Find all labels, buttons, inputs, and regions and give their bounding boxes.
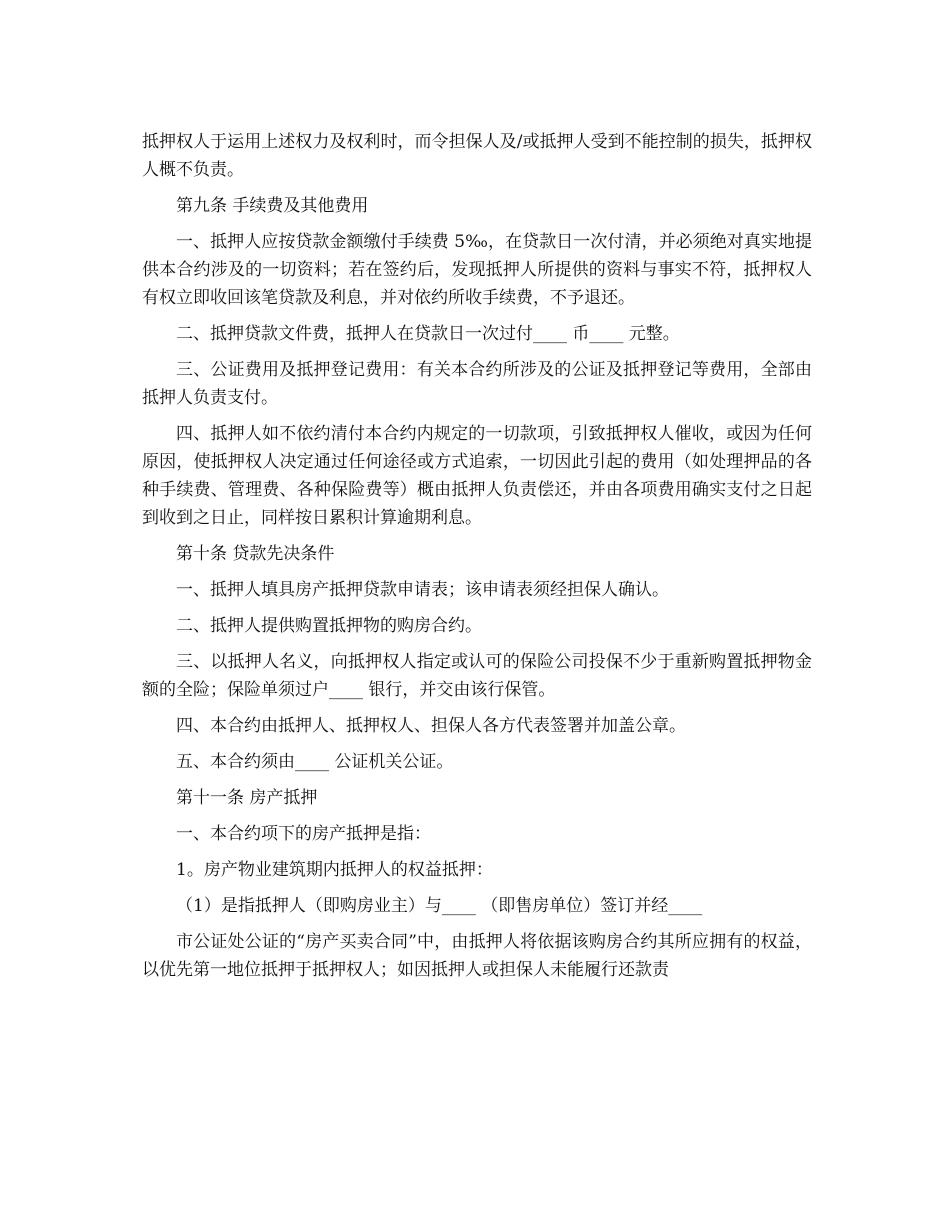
article-9-clause-4: 四、抵押人如不依约清付本合约内规定的一切款项，引致抵押权人催收，或因为任何原因，使抵押权人决定通过任何途径或方式追索，一切因此引起的费用（如处理押品的各种手续费、管理费、各种保险费等）概由抵押人负责偿还，并由各项费用确实支付之日起到收到之日止，同样按日累积计算逾期利息。: [142, 424, 812, 528]
article-9-clause-2: 二、抵押贷款文件费，抵押人在贷款日一次过付____ 币____ 元整。: [176, 324, 680, 344]
article-10-clause-5: 五、本合约须由____ 公证机关公证。: [176, 752, 454, 772]
article-10-clause-2: 二、抵押人提供购置抵押物的购房合约。: [176, 616, 482, 636]
article-11-clause-1: 一、本合约项下的房产抵押是指：: [176, 824, 431, 844]
article-9-clause-1: 一、抵押人应按贷款金额缴付手续费 5‰，在贷款日一次付清，并必须绝对真实地提供本合约涉及的一切资料；若在签约后，发现抵押人所提供的资料与事实不符，抵押权人有权立即收回该笔贷款及利息，并对依约所收手续费，不予退还。: [142, 232, 812, 308]
article-11-heading: 第十一条 房产抵押: [176, 788, 318, 808]
article-11-subitem-1-continued: 市公证处公证的“房产买卖合同”中，由抵押人将依据该购房合约其所应拥有的权益，以优先第一地位抵押于抵押权人；如因抵押人或担保人未能履行还款责: [142, 932, 812, 980]
paragraph-1: 抵押权人于运用上述权力及权利时，而令担保人及/或抵押人受到不能控制的损失，抵押权人概不负责。: [142, 132, 812, 180]
document-body: [142, 128, 812, 992]
article-10-clause-4: 四、本合约由抵押人、抵押权人、担保人各方代表签署并加盖公章。: [176, 716, 686, 736]
article-9-clause-3: 三、公证费用及抵押登记费用：有关本合约所涉及的公证及抵押登记等费用，全部由抵押人负责支付。: [142, 360, 812, 408]
article-9-heading: 第九条 手续费及其他费用: [176, 196, 369, 216]
article-10-heading: 第十条 贷款先决条件: [176, 544, 335, 564]
article-11-item-1: 1。房产物业建筑期内抵押人的权益抵押：: [176, 860, 493, 880]
article-10-clause-1: 一、抵押人填具房产抵押贷款申请表；该申请表须经担保人确认。: [176, 580, 669, 600]
article-10-clause-3: 三、以抵押人名义，向抵押权人指定或认可的保险公司投保不少于重新购置抵押物金额的全险；保险单须过户____ 银行，并交由该行保管。: [142, 652, 812, 700]
article-11-subitem-1: （1）是指抵押人（即购房业主）与____ （即售房单位）签订并经____: [176, 896, 703, 916]
